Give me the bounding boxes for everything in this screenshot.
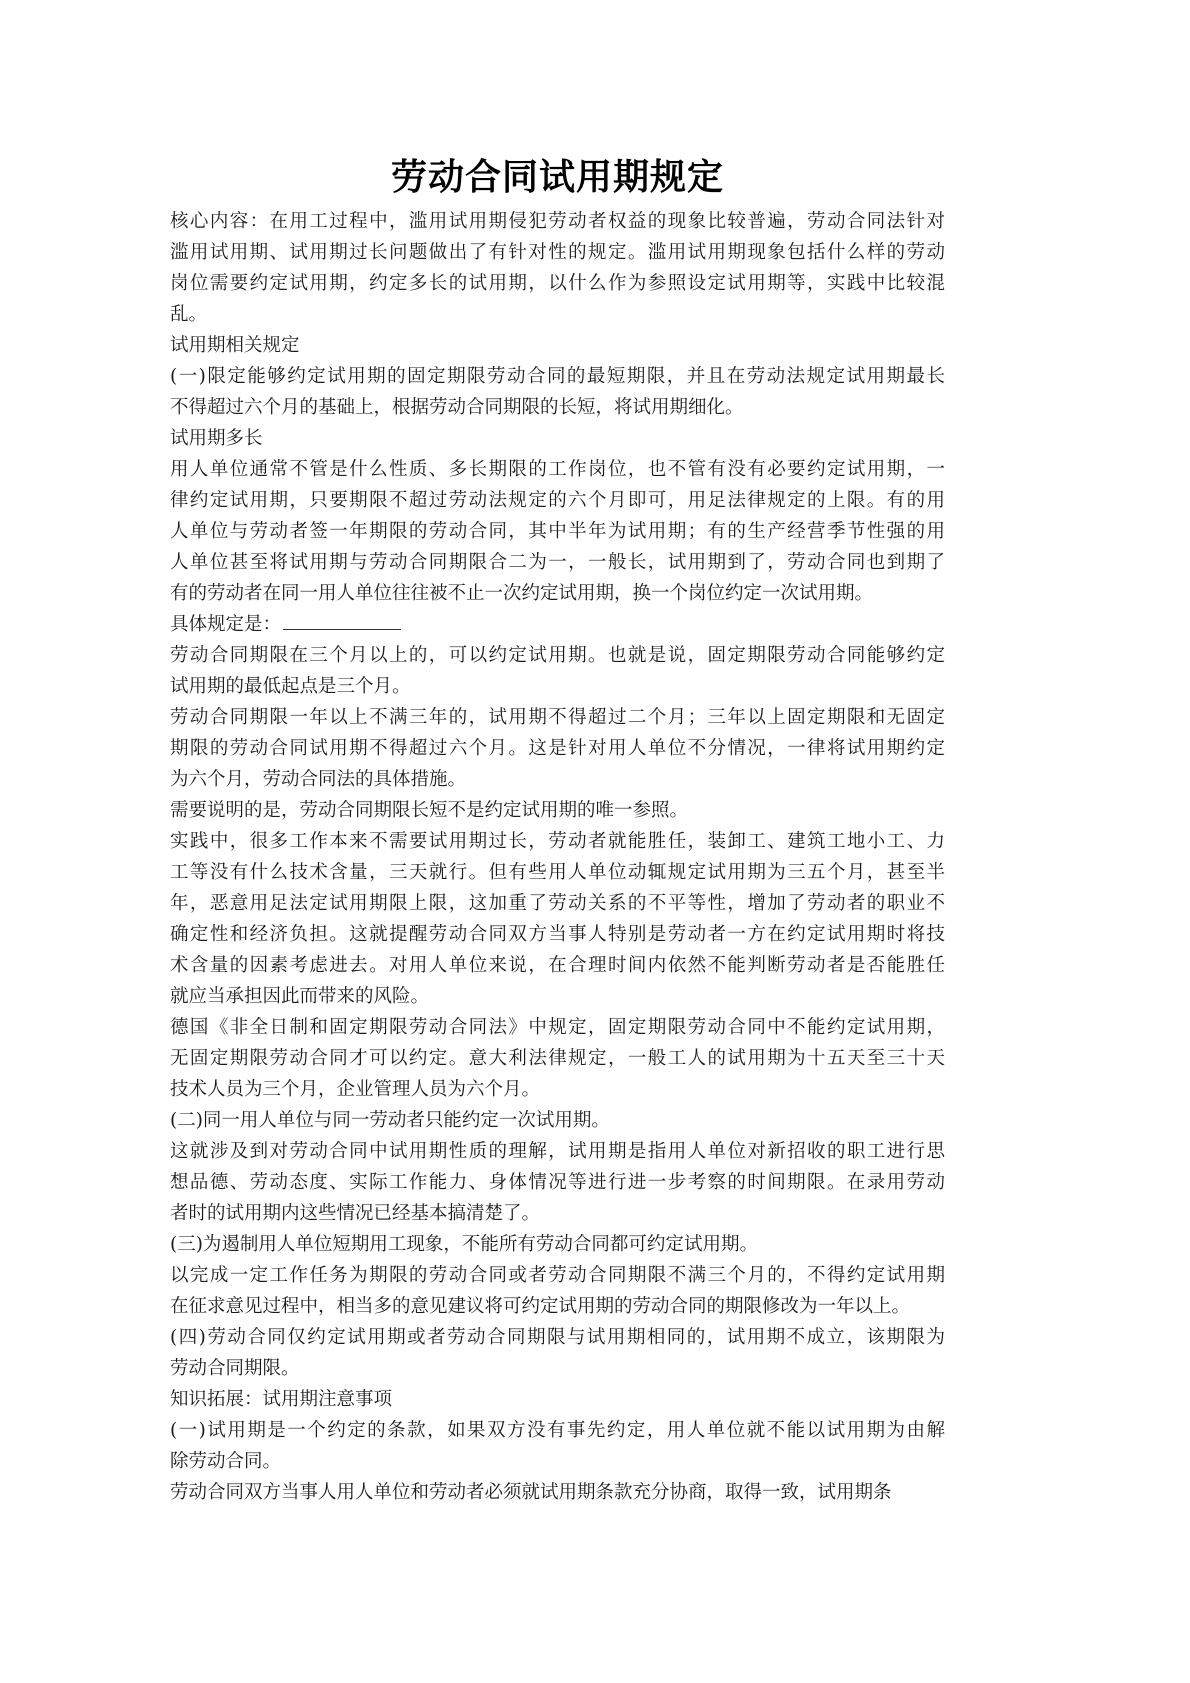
text-line: (一)试用期是一个约定的条款，如果双方没有事先约定，用人单位就不能以试用期为由解 (170, 1420, 945, 1441)
text-line: 律约定试用期，只要期限不超过劳动法规定的六个月即可，用足法律规定的上限。有的用 (170, 490, 945, 511)
paragraph-note-1-body (170, 1477, 945, 1508)
paragraph-how-long-body (170, 454, 945, 609)
paragraph-rule-4 (170, 1322, 945, 1384)
text-line: 工等没有什么技术含量，三天就行。但有些用人单位动辄规定试用期为三五个月，甚至半 (170, 862, 945, 883)
paragraph-rule-2 (170, 1105, 945, 1136)
text-line: 劳动合同双方当事人用人单位和劳动者必须就试用期条款充分协商，取得一致，试用期条 (170, 1482, 892, 1503)
text-line: 劳动合同期限。 (170, 1358, 300, 1379)
text-line: 这就涉及到对劳动合同中试用期性质的理解，试用期是指用人单位对新招收的职工进行思 (170, 1141, 945, 1162)
text-line: 滥用试用期、试用期过长问题做出了有针对性的规定。滥用试用期现象包括什么样的劳动 (170, 242, 945, 263)
paragraph-rule-2-body (170, 1136, 945, 1229)
text-line: 想品德、劳动态度、实际工作能力、身体情况等进行进一步考察的时间期限。在录用劳动 (170, 1172, 945, 1193)
text-line: 乱。 (170, 304, 208, 325)
label-text: 具体规定是： (170, 614, 282, 635)
text-line: (三)为遏制用人单位短期用工现象，不能所有劳动合同都可约定试用期。 (170, 1234, 758, 1255)
text-line: 以完成一定工作任务为期限的劳动合同或者劳动合同期限不满三个月的，不得约定试用期 (170, 1265, 945, 1286)
text-line: 人单位与劳动者签一年期限的劳动合同，其中半年为试用期；有的生产经营季节性强的用 (170, 521, 945, 542)
text-line: 需要说明的是，劳动合同期限长短不是约定试用期的唯一参照。 (170, 800, 689, 821)
text-line: (一)限定能够约定试用期的固定期限劳动合同的最短期限，并且在劳动法规定试用期最长 (170, 366, 945, 387)
text-line: 确定性和经济负担。这就提醒劳动合同双方当事人特别是劳动者一方在约定试用期时将技 (170, 924, 945, 945)
text-line: 用人单位通常不管是什么性质、多长期限的工作岗位，也不管有没有必要约定试用期，一 (170, 459, 945, 480)
document-page (170, 150, 945, 1508)
paragraph-heading-related-rules (170, 330, 945, 361)
text-line: 除劳动合同。 (170, 1451, 282, 1472)
text-line: 在征求意见过程中，相当多的意见建议将可约定试用期的劳动合同的期限修改为一年以上。 (170, 1296, 911, 1317)
text-line: 为六个月，劳动合同法的具体措施。 (170, 769, 467, 790)
text-line: 实践中，很多工作本来不需要试用期过长，劳动者就能胜任，装卸工、建筑工地小工、力 (170, 831, 945, 852)
text-line: 术含量的因素考虑进去。对用人单位来说，在合理时间内依然不能判断劳动者是否能胜任 (170, 955, 945, 976)
text-line: 劳动合同期限在三个月以上的，可以约定试用期。也就是说，固定期限劳动合同能够约定 (170, 645, 945, 666)
text-line: 知识拓展：试用期注意事项 (170, 1389, 393, 1410)
text-line: 试用期的最低起点是三个月。 (170, 676, 411, 697)
paragraph-specific-rules-label (170, 609, 945, 640)
text-line: 年，恶意用足法定试用期限上限，这加重了劳动关系的不平等性，增加了劳动者的职业不 (170, 893, 945, 914)
paragraph-heading-how-long (170, 423, 945, 454)
text-line: 期限的劳动合同试用期不得超过六个月。这是针对用人单位不分情况，一律将试用期约定 (170, 738, 945, 759)
text-line: 试用期相关规定 (170, 335, 300, 356)
text-line: 技术人员为三个月，企业管理人员为六个月。 (170, 1079, 541, 1100)
document-body (170, 206, 945, 1508)
text-line: 德国《非全日制和固定期限劳动合同法》中规定，固定期限劳动合同中不能约定试用期， (170, 1017, 945, 1038)
text-line: 者时的试用期内这些情况已经基本搞清楚了。 (170, 1203, 541, 1224)
paragraph-note-1 (170, 1415, 945, 1477)
text-line: 无固定期限劳动合同才可以约定。意大利法律规定，一般工人的试用期为十五天至三十天 (170, 1048, 945, 1069)
paragraph-germany-italy (170, 1012, 945, 1105)
paragraph-one-to-three-years (170, 702, 945, 795)
paragraph-rule-1 (170, 361, 945, 423)
paragraph-note (170, 795, 945, 826)
text-line: (二)同一用人单位与同一劳动者只能约定一次试用期。 (170, 1110, 610, 1131)
paragraph-rule-3-body (170, 1260, 945, 1322)
text-line: 就应当承担因此而带来的风险。 (170, 986, 430, 1007)
text-line: 有的劳动者在同一用人单位往往被不止一次约定试用期，换一个岗位约定一次试用期。 (170, 583, 874, 604)
text-line: 岗位需要约定试用期，约定多长的试用期，以什么作为参照设定试用期等，实践中比较混 (170, 273, 945, 294)
paragraph-rule-3 (170, 1229, 945, 1260)
fill-in-blank (283, 611, 401, 630)
text-line (170, 609, 945, 640)
text-line: 人单位甚至将试用期与劳动合同期限合二为一，一般长，试用期到了，劳动合同也到期了 (170, 552, 945, 573)
text-line: 劳动合同期限一年以上不满三年的，试用期不得超过二个月；三年以上固定期限和无固定 (170, 707, 945, 728)
text-line: (四)劳动合同仅约定试用期或者劳动合同期限与试用期相同的，试用期不成立，该期限为 (170, 1327, 945, 1348)
text-line: 试用期多长 (170, 428, 263, 449)
paragraph-in-practice (170, 826, 945, 1012)
paragraph-knowledge-extension (170, 1384, 945, 1415)
paragraph-three-months (170, 640, 945, 702)
text-line: 核心内容：在用工过程中，滥用试用期侵犯劳动者权益的现象比较普遍，劳动合同法针对 (170, 211, 945, 232)
paragraph-core-content (170, 206, 945, 330)
document-title: 劳动合同试用期规定 (390, 157, 724, 198)
text-line: 不得超过六个月的基础上，根据劳动合同期限的长短，将试用期细化。 (170, 397, 744, 418)
